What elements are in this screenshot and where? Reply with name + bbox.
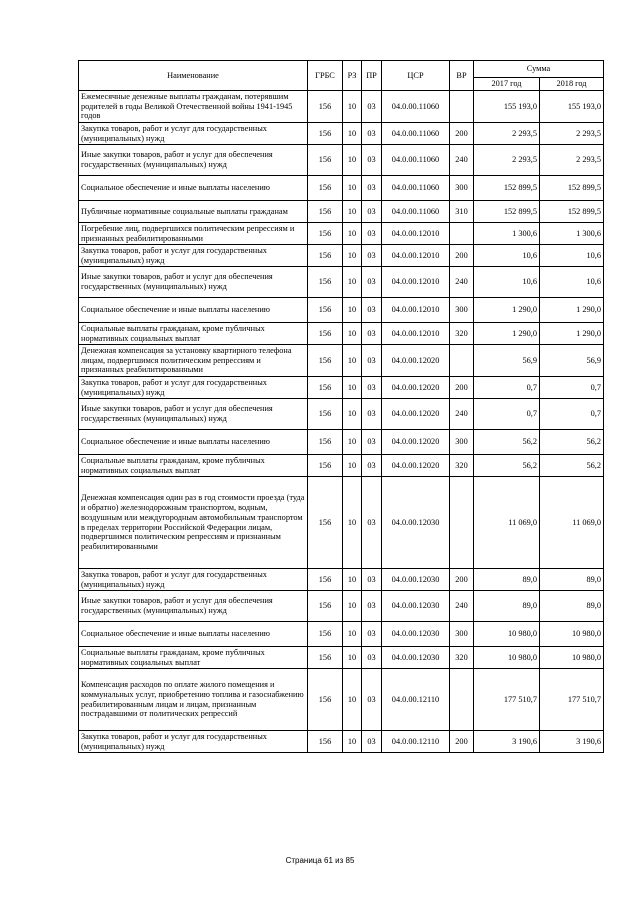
cell-pr: 03 bbox=[362, 377, 382, 399]
cell-pr: 03 bbox=[362, 298, 382, 323]
cell-2018: 155 193,0 bbox=[540, 91, 604, 123]
table-row bbox=[79, 323, 604, 345]
cell-vr bbox=[450, 669, 474, 731]
cell-pr: 03 bbox=[362, 267, 382, 298]
cell-rz: 10 bbox=[343, 731, 362, 753]
cell-pr: 03 bbox=[362, 245, 382, 267]
cell-name: Иные закупки товаров, работ и услуг для обеспечения государственных (муниципальных) нужд bbox=[79, 145, 308, 176]
cell-name: Иные закупки товаров, работ и услуг для обеспечения государственных (муниципальных) нужд bbox=[79, 591, 308, 622]
header-name: Наименование bbox=[79, 61, 308, 91]
cell-csr: 04.0.00.12020 bbox=[382, 455, 450, 477]
cell-2017: 152 899,5 bbox=[474, 176, 540, 201]
table-row bbox=[79, 622, 604, 647]
cell-grbs: 156 bbox=[308, 377, 343, 399]
cell-rz: 10 bbox=[343, 123, 362, 145]
cell-name: Компенсация расходов по оплате жилого помещения и коммунальных услуг, приобретению топлива и газоснабжению реабилитированным лицам и лицам, признанным пострадавшими от политических репрессий bbox=[79, 669, 308, 731]
cell-2018: 2 293,5 bbox=[540, 145, 604, 176]
table-row bbox=[79, 731, 604, 753]
table-row bbox=[79, 430, 604, 455]
cell-rz: 10 bbox=[343, 91, 362, 123]
cell-2017: 2 293,5 bbox=[474, 145, 540, 176]
cell-name: Социальное обеспечение и иные выплаты населению bbox=[79, 298, 308, 323]
cell-rz: 10 bbox=[343, 591, 362, 622]
cell-2017: 89,0 bbox=[474, 591, 540, 622]
cell-2018: 10 980,0 bbox=[540, 622, 604, 647]
cell-name: Публичные нормативные социальные выплаты гражданам bbox=[79, 201, 308, 223]
cell-pr: 03 bbox=[362, 201, 382, 223]
cell-pr: 03 bbox=[362, 145, 382, 176]
cell-name: Социальные выплаты гражданам, кроме публичных нормативных социальных выплат bbox=[79, 455, 308, 477]
cell-grbs: 156 bbox=[308, 245, 343, 267]
cell-csr: 04.0.00.12030 bbox=[382, 591, 450, 622]
cell-rz: 10 bbox=[343, 298, 362, 323]
cell-rz: 10 bbox=[343, 345, 362, 377]
cell-rz: 10 bbox=[343, 245, 362, 267]
cell-2018: 10,6 bbox=[540, 267, 604, 298]
cell-2017: 11 069,0 bbox=[474, 477, 540, 569]
cell-grbs: 156 bbox=[308, 91, 343, 123]
cell-2018: 10,6 bbox=[540, 245, 604, 267]
cell-csr: 04.0.00.12020 bbox=[382, 345, 450, 377]
cell-csr: 04.0.00.12030 bbox=[382, 622, 450, 647]
cell-rz: 10 bbox=[343, 669, 362, 731]
cell-pr: 03 bbox=[362, 731, 382, 753]
cell-name: Ежемесячные денежные выплаты гражданам, потерявшим родителей в годы Великой Отечественной войны 1941-1945 годов bbox=[79, 91, 308, 123]
cell-vr bbox=[450, 345, 474, 377]
cell-rz: 10 bbox=[343, 647, 362, 669]
cell-vr: 320 bbox=[450, 455, 474, 477]
cell-vr: 240 bbox=[450, 591, 474, 622]
cell-2017: 3 190,6 bbox=[474, 731, 540, 753]
cell-name: Иные закупки товаров, работ и услуг для обеспечения государственных (муниципальных) нужд bbox=[79, 267, 308, 298]
cell-csr: 04.0.00.12020 bbox=[382, 377, 450, 399]
cell-2018: 152 899,5 bbox=[540, 201, 604, 223]
table-row bbox=[79, 477, 604, 569]
cell-2017: 56,9 bbox=[474, 345, 540, 377]
cell-grbs: 156 bbox=[308, 430, 343, 455]
cell-2018: 56,2 bbox=[540, 455, 604, 477]
header-sum: Сумма bbox=[474, 61, 604, 78]
cell-csr: 04.0.00.12020 bbox=[382, 399, 450, 430]
cell-vr: 300 bbox=[450, 430, 474, 455]
cell-2017: 10 980,0 bbox=[474, 622, 540, 647]
cell-2018: 177 510,7 bbox=[540, 669, 604, 731]
cell-rz: 10 bbox=[343, 622, 362, 647]
cell-csr: 04.0.00.12010 bbox=[382, 245, 450, 267]
cell-name: Социальное обеспечение и иные выплаты населению bbox=[79, 430, 308, 455]
cell-name: Закупка товаров, работ и услуг для государственных (муниципальных) нужд bbox=[79, 377, 308, 399]
cell-csr: 04.0.00.11060 bbox=[382, 201, 450, 223]
cell-pr: 03 bbox=[362, 91, 382, 123]
cell-2017: 56,2 bbox=[474, 455, 540, 477]
table-row bbox=[79, 399, 604, 430]
cell-pr: 03 bbox=[362, 591, 382, 622]
cell-2017: 1 290,0 bbox=[474, 298, 540, 323]
header-csr: ЦСР bbox=[382, 61, 450, 91]
cell-grbs: 156 bbox=[308, 569, 343, 591]
cell-2018: 11 069,0 bbox=[540, 477, 604, 569]
cell-pr: 03 bbox=[362, 477, 382, 569]
cell-pr: 03 bbox=[362, 430, 382, 455]
cell-csr: 04.0.00.12010 bbox=[382, 267, 450, 298]
table-row bbox=[79, 267, 604, 298]
cell-csr: 04.0.00.12010 bbox=[382, 298, 450, 323]
cell-rz: 10 bbox=[343, 377, 362, 399]
cell-csr: 04.0.00.12030 bbox=[382, 569, 450, 591]
cell-2018: 0,7 bbox=[540, 399, 604, 430]
cell-2017: 1 300,6 bbox=[474, 223, 540, 245]
cell-2018: 89,0 bbox=[540, 591, 604, 622]
cell-name: Денежная компенсация за установку квартирного телефона лицам, подвергшимся политическим репрессиям и признанных реабилитированными bbox=[79, 345, 308, 377]
cell-vr: 240 bbox=[450, 267, 474, 298]
cell-grbs: 156 bbox=[308, 201, 343, 223]
cell-vr: 200 bbox=[450, 569, 474, 591]
cell-grbs: 156 bbox=[308, 267, 343, 298]
cell-csr: 04.0.00.11060 bbox=[382, 91, 450, 123]
cell-grbs: 156 bbox=[308, 647, 343, 669]
table-row bbox=[79, 245, 604, 267]
cell-2018: 10 980,0 bbox=[540, 647, 604, 669]
cell-grbs: 156 bbox=[308, 223, 343, 245]
cell-rz: 10 bbox=[343, 323, 362, 345]
table-row bbox=[79, 455, 604, 477]
table-row bbox=[79, 145, 604, 176]
cell-2018: 3 190,6 bbox=[540, 731, 604, 753]
cell-name: Закупка товаров, работ и услуг для государственных (муниципальных) нужд bbox=[79, 123, 308, 145]
cell-rz: 10 bbox=[343, 223, 362, 245]
table-body bbox=[79, 91, 604, 753]
cell-rz: 10 bbox=[343, 455, 362, 477]
cell-pr: 03 bbox=[362, 323, 382, 345]
cell-rz: 10 bbox=[343, 399, 362, 430]
cell-2017: 10,6 bbox=[474, 267, 540, 298]
cell-vr: 320 bbox=[450, 323, 474, 345]
cell-pr: 03 bbox=[362, 176, 382, 201]
table-row bbox=[79, 569, 604, 591]
cell-csr: 04.0.00.11060 bbox=[382, 145, 450, 176]
cell-name: Социальное обеспечение и иные выплаты населению bbox=[79, 176, 308, 201]
cell-rz: 10 bbox=[343, 201, 362, 223]
cell-vr bbox=[450, 223, 474, 245]
cell-pr: 03 bbox=[362, 669, 382, 731]
cell-name: Закупка товаров, работ и услуг для государственных (муниципальных) нужд bbox=[79, 731, 308, 753]
cell-name: Закупка товаров, работ и услуг для государственных (муниципальных) нужд bbox=[79, 245, 308, 267]
cell-grbs: 156 bbox=[308, 145, 343, 176]
header-rz: РЗ bbox=[343, 61, 362, 91]
cell-grbs: 156 bbox=[308, 477, 343, 569]
cell-2017: 177 510,7 bbox=[474, 669, 540, 731]
cell-2017: 1 290,0 bbox=[474, 323, 540, 345]
cell-vr: 240 bbox=[450, 145, 474, 176]
header-pr: ПР bbox=[362, 61, 382, 91]
cell-pr: 03 bbox=[362, 455, 382, 477]
table-row bbox=[79, 223, 604, 245]
table-row bbox=[79, 123, 604, 145]
table-row bbox=[79, 669, 604, 731]
cell-2017: 0,7 bbox=[474, 377, 540, 399]
header-2018: 2018 год bbox=[540, 78, 604, 91]
cell-2017: 10 980,0 bbox=[474, 647, 540, 669]
cell-rz: 10 bbox=[343, 176, 362, 201]
table-row bbox=[79, 345, 604, 377]
cell-grbs: 156 bbox=[308, 622, 343, 647]
cell-csr: 04.0.00.12010 bbox=[382, 323, 450, 345]
cell-name: Денежная компенсация один раз в год стоимости проезда (туда и обратно) железнодорожным транспортом, водным, воздушным или междугородным автомобильным транспортом в пределах территории Российской Федерации лицам, подвергшимся политическим репрессиям и признанным реабилитированными bbox=[79, 477, 308, 569]
cell-vr: 200 bbox=[450, 245, 474, 267]
cell-grbs: 156 bbox=[308, 591, 343, 622]
table-row bbox=[79, 298, 604, 323]
cell-2017: 2 293,5 bbox=[474, 123, 540, 145]
header-vr: ВР bbox=[450, 61, 474, 91]
cell-csr: 04.0.00.12110 bbox=[382, 669, 450, 731]
cell-2018: 56,9 bbox=[540, 345, 604, 377]
cell-pr: 03 bbox=[362, 123, 382, 145]
cell-2018: 1 290,0 bbox=[540, 298, 604, 323]
header-2017: 2017 год bbox=[474, 78, 540, 91]
cell-2018: 56,2 bbox=[540, 430, 604, 455]
cell-rz: 10 bbox=[343, 569, 362, 591]
cell-grbs: 156 bbox=[308, 399, 343, 430]
cell-2018: 89,0 bbox=[540, 569, 604, 591]
cell-vr: 300 bbox=[450, 176, 474, 201]
cell-2018: 1 290,0 bbox=[540, 323, 604, 345]
cell-vr: 200 bbox=[450, 731, 474, 753]
cell-pr: 03 bbox=[362, 399, 382, 430]
cell-rz: 10 bbox=[343, 145, 362, 176]
cell-name: Социальные выплаты гражданам, кроме публичных нормативных социальных выплат bbox=[79, 323, 308, 345]
cell-csr: 04.0.00.12010 bbox=[382, 223, 450, 245]
cell-name: Социальное обеспечение и иные выплаты населению bbox=[79, 622, 308, 647]
cell-2018: 152 899,5 bbox=[540, 176, 604, 201]
cell-pr: 03 bbox=[362, 223, 382, 245]
cell-vr: 310 bbox=[450, 201, 474, 223]
cell-csr: 04.0.00.12020 bbox=[382, 430, 450, 455]
cell-rz: 10 bbox=[343, 267, 362, 298]
page-number: Страница 61 из 85 bbox=[285, 856, 355, 865]
cell-vr: 300 bbox=[450, 298, 474, 323]
cell-pr: 03 bbox=[362, 647, 382, 669]
cell-grbs: 156 bbox=[308, 731, 343, 753]
cell-pr: 03 bbox=[362, 622, 382, 647]
cell-grbs: 156 bbox=[308, 345, 343, 377]
cell-2017: 0,7 bbox=[474, 399, 540, 430]
cell-vr: 200 bbox=[450, 377, 474, 399]
cell-csr: 04.0.00.11060 bbox=[382, 176, 450, 201]
cell-vr: 240 bbox=[450, 399, 474, 430]
cell-2017: 10,6 bbox=[474, 245, 540, 267]
cell-2018: 1 300,6 bbox=[540, 223, 604, 245]
cell-grbs: 156 bbox=[308, 669, 343, 731]
cell-grbs: 156 bbox=[308, 323, 343, 345]
table-row bbox=[79, 176, 604, 201]
cell-rz: 10 bbox=[343, 430, 362, 455]
cell-rz: 10 bbox=[343, 477, 362, 569]
cell-2017: 155 193,0 bbox=[474, 91, 540, 123]
cell-name: Закупка товаров, работ и услуг для государственных (муниципальных) нужд bbox=[79, 569, 308, 591]
cell-vr: 320 bbox=[450, 647, 474, 669]
cell-vr bbox=[450, 91, 474, 123]
cell-grbs: 156 bbox=[308, 455, 343, 477]
cell-name: Социальные выплаты гражданам, кроме публичных нормативных социальных выплат bbox=[79, 647, 308, 669]
cell-2018: 2 293,5 bbox=[540, 123, 604, 145]
cell-name: Иные закупки товаров, работ и услуг для обеспечения государственных (муниципальных) нужд bbox=[79, 399, 308, 430]
cell-2017: 152 899,5 bbox=[474, 201, 540, 223]
table-row bbox=[79, 201, 604, 223]
cell-2017: 89,0 bbox=[474, 569, 540, 591]
cell-2018: 0,7 bbox=[540, 377, 604, 399]
cell-name: Погребение лиц, подвергшихся политическим репрессиям и признанных реабилитированными bbox=[79, 223, 308, 245]
cell-grbs: 156 bbox=[308, 176, 343, 201]
table-row bbox=[79, 647, 604, 669]
cell-2017: 56,2 bbox=[474, 430, 540, 455]
cell-csr: 04.0.00.12030 bbox=[382, 647, 450, 669]
table-row bbox=[79, 377, 604, 399]
cell-vr bbox=[450, 477, 474, 569]
cell-grbs: 156 bbox=[308, 123, 343, 145]
cell-pr: 03 bbox=[362, 569, 382, 591]
cell-csr: 04.0.00.12030 bbox=[382, 477, 450, 569]
cell-csr: 04.0.00.12110 bbox=[382, 731, 450, 753]
cell-pr: 03 bbox=[362, 345, 382, 377]
table-row bbox=[79, 91, 604, 123]
header-grbs: ГРБС bbox=[308, 61, 343, 91]
cell-vr: 200 bbox=[450, 123, 474, 145]
cell-grbs: 156 bbox=[308, 298, 343, 323]
table-row bbox=[79, 591, 604, 622]
cell-vr: 300 bbox=[450, 622, 474, 647]
cell-csr: 04.0.00.11060 bbox=[382, 123, 450, 145]
budget-table bbox=[78, 60, 604, 753]
